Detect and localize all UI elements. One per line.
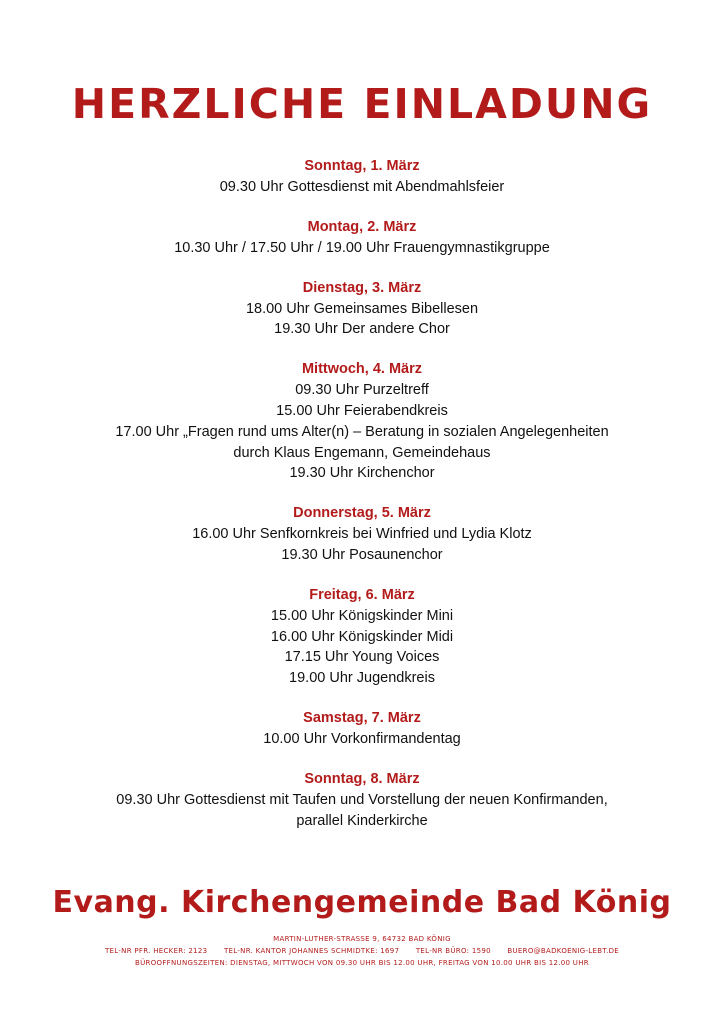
- event-line: 09.30 Uhr Gottesdienst mit Abendmahlsfeier: [219, 179, 505, 195]
- phone-pfarrer: TEL-NR PFR. HECKER: 2123: [104, 947, 208, 955]
- day-heading: Mittwoch, 4. März: [301, 361, 423, 378]
- phone-buero: TEL-NR BÜRO: 1590: [415, 947, 491, 955]
- event-line: 16.00 Uhr Königskinder Midi: [270, 628, 454, 645]
- day-block: [0, 156, 724, 198]
- day-heading: Sonntag, 8. März: [304, 770, 420, 787]
- office-hours: BÜROOFFNUNGSZEITEN: DIENSTAG, MITTWOCH VON 09.30 UHR BIS 12.00 UHR, FREITAG VON 10.00 UHR BIS 12.00 UHR: [135, 959, 589, 967]
- event-line: 19.30 Uhr Kirchenchor: [289, 465, 435, 482]
- event-line: 15.00 Uhr Feierabendkreis: [276, 402, 448, 419]
- event-line: durch Klaus Engemann, Gemeindehaus: [233, 444, 491, 461]
- event-line: 19.30 Uhr Posaunenchor: [281, 546, 443, 563]
- event-line: 16.00 Uhr Senfkornkreis bei Winfried und Lydia Klotz: [192, 526, 532, 543]
- event-line: parallel Kinderkirche: [296, 812, 428, 829]
- event-line: 19.00 Uhr Jugendkreis: [289, 670, 435, 687]
- footer-address: MARTIN-LUTHER-STRASSE 9, 64732 BAD KÖNIG: [273, 935, 451, 943]
- day-heading: Samstag, 7. März: [303, 709, 421, 726]
- day-heading: Donnerstag, 5. März: [293, 505, 431, 522]
- phone-kantor: TEL-NR. KANTOR JOHANNES SCHMIDTKE: 1697: [223, 947, 400, 955]
- day-block: [0, 769, 724, 832]
- event-line: 15.00 Uhr Königskinder Mini: [270, 607, 454, 624]
- event-line: 09.30 Uhr Purzeltreff: [295, 382, 429, 399]
- event-line: 09.30 Uhr Gottesdienst mit Taufen und Vorstellung der neuen Konfirmanden,: [116, 791, 608, 808]
- day-heading: Montag, 2. März: [307, 218, 417, 235]
- event-line: 10.00 Uhr Vorkonfirmandentag: [263, 730, 461, 747]
- page-title: HERZLICHE EINLADUNG: [71, 80, 653, 128]
- footer: [0, 933, 724, 969]
- day-heading: Freitag, 6. März: [309, 586, 415, 603]
- day-block: [0, 585, 724, 689]
- day-heading: Dienstag, 3. März: [302, 279, 422, 296]
- day-block: [0, 217, 724, 259]
- event-line: 10.30 Uhr / 17.50 Uhr / 19.00 Uhr Frauengymnastikgruppe: [174, 239, 550, 256]
- day-block: [0, 359, 724, 484]
- day-block: [0, 278, 724, 341]
- event-line: 19.30 Uhr Der andere Chor: [274, 321, 450, 338]
- event-line: 18.00 Uhr Gemeinsames Bibellesen: [245, 300, 479, 317]
- day-heading: Sonntag, 1. März: [304, 158, 420, 174]
- day-block: [0, 708, 724, 750]
- email-address: BUERO@BADKOENIG-LEBT.DE: [507, 947, 620, 955]
- event-line: 17.15 Uhr Young Voices: [284, 649, 440, 666]
- schedule: [0, 156, 724, 850]
- organization-name: Evang. Kirchengemeinde Bad König: [52, 885, 672, 920]
- event-line: 17.00 Uhr „Fragen rund ums Alter(n) – Beratung in sozialen Angelegenheiten: [115, 423, 609, 440]
- day-block: [0, 503, 724, 566]
- footer-contacts: [0, 945, 724, 957]
